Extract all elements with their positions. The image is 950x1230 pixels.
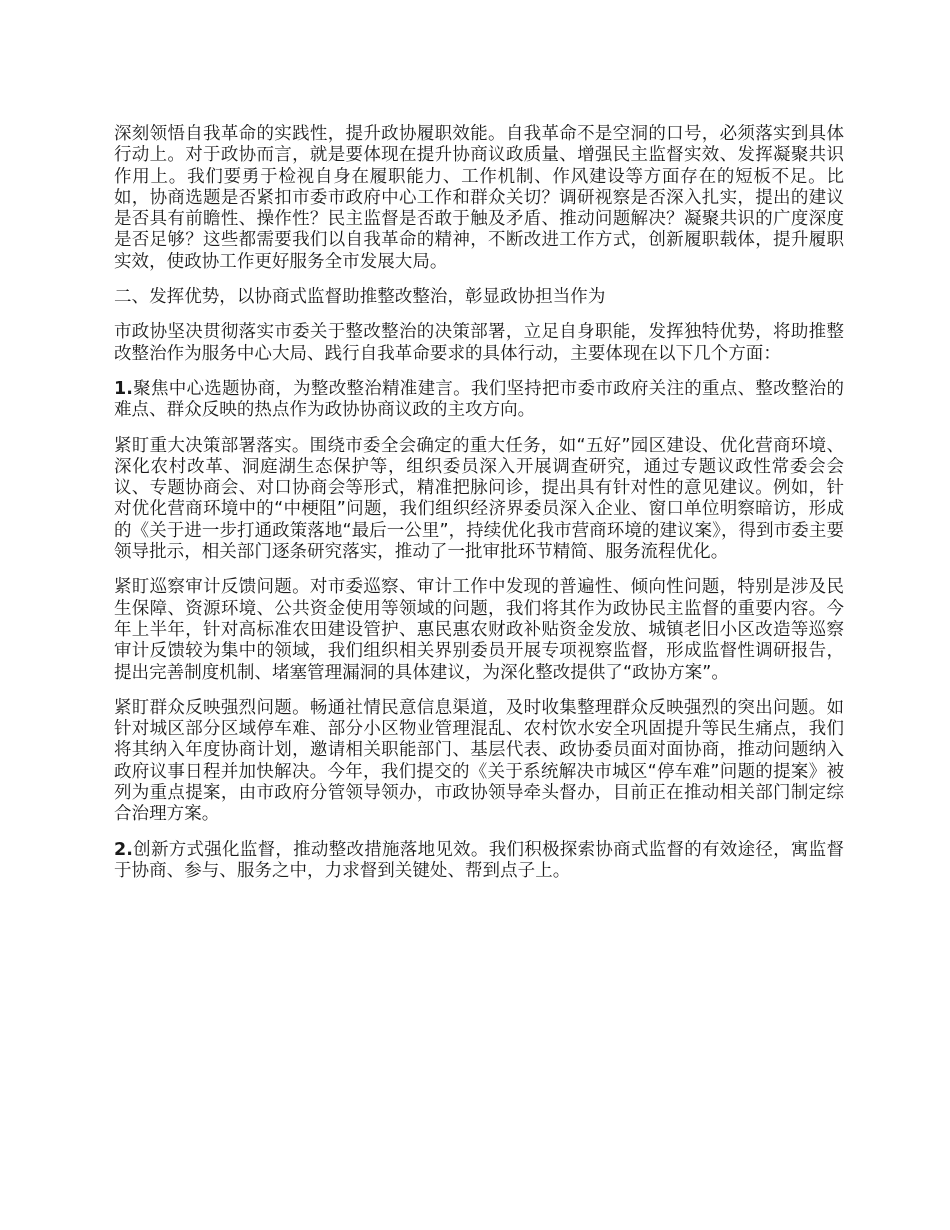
document-body [114,124,844,896]
paragraph-major-decisions [114,436,844,564]
paragraph-text: 紧盯巡察审计反馈问题。对市委巡察、审计工作中发现的普遍性、倾向性问题，特别是涉及民生保障、资源环境、公共资金使用等领域的问题，我们将其作为政协民主监督的重要内容。今年上半年，针对高标准农田建设管护、惠民惠农财政补贴资金发放、城镇老旧小区改造等巡察审计反馈较为集中的领域，我们组织相关界别委员开展专项视察监督，形成监督性调研报告，提出完善制度机制、堵塞管理漏洞的具体建议，为深化整改提供了“政协方案”。 [114,577,844,683]
paragraph-text: 紧盯重大决策部署落实。围绕市委全会确定的重大任务，如“五好”园区建设、优化营商环境、深化农村改革、洞庭湖生态保护等，组织委员深入开展调查研究，通过专题议政性常委会会议、专题协商会、对口协商会等形式，精准把脉问诊，提出具有针对性的意见建议。例如，针对优化营商环境中的“中梗阻”问题，我们组织经济界委员深入企业、窗口单位明察暗访，形成的《关于进一步打通政策落地“最后一公里”，持续优化我市营商环境的建议案》，得到市委主要领导批示，相关部门逐条研究落实，推动了一批审批环节精简、服务流程优化。 [114,435,844,563]
paragraph-point-2 [114,840,844,883]
paragraph-point-1 [114,379,844,422]
section-heading-two [114,287,844,308]
paragraph-text: 创新方式强化监督，推动整改措施落地见效。我们积极探索协商式监督的有效途径，寓监督于协商、参与、服务之中，力求督到关键处、帮到点子上。 [114,839,844,881]
paragraph-text: 深刻领悟自我革命的实践性，提升政协履职效能。自我革命不是空洞的口号，必须落实到具体行动上。对于政协而言，就是要体现在提升协商议政质量、增强民主监督实效、发挥凝聚共识作用上。我们要勇于检视自身在履职能力、工作机制、作风建设等方面存在的短板不足。比如，协商选题是否紧扣市委市政府中心工作和群众关切？调研视察是否深入扎实，提出的建议是否具有前瞻性、操作性？民主监督是否敢于触及矛盾、推动问题解决？凝聚共识的广度深度是否足够？这些都需要我们以自我革命的精神，不断改进工作方式，创新履职载体，提升履职实效，使政协工作更好服务全市发展大局。 [114,124,844,272]
item-number: 1. [114,378,133,399]
item-number: 2. [114,839,133,860]
paragraph-inspection-audit [114,577,844,683]
paragraph-cppcc-implementation [114,322,844,365]
paragraph-self-revolution-practice [114,124,844,273]
paragraph-public-concerns [114,698,844,826]
paragraph-text: 聚焦中心选题协商，为整改整治精准建言。我们坚持把市委市政府关注的重点、整改整治的难点、群众反映的热点作为政协协商议政的主攻方向。 [114,378,844,421]
heading-text: 二、发挥优势，以协商式监督助推整改整治，彰显政协担当作为 [114,287,606,308]
paragraph-text: 紧盯群众反映强烈问题。畅通社情民意信息渠道，及时收集整理群众反映强烈的突出问题。如针对城区部分区域停车难、部分小区物业管理混乱、农村饮水安全巩固提升等民生痛点，我们将其纳入年度协商计划，邀请相关职能部门、基层代表、政协委员面对面协商，推动问题纳入政府议事日程并加快解决。今年，我们提交的《关于系统解决市城区“停车难”问题的提案》被列为重点提案，由市政府分管领导领办，市政协领导牵头督办，目前正在推动相关部门制定综合治理方案。 [114,697,844,825]
paragraph-text: 市政协坚决贯彻落实市委关于整改整治的决策部署，立足自身职能，发挥独特优势，将助推整改整治作为服务中心大局、践行自我革命要求的具体行动，主要体现在以下几个方面： [114,322,844,364]
